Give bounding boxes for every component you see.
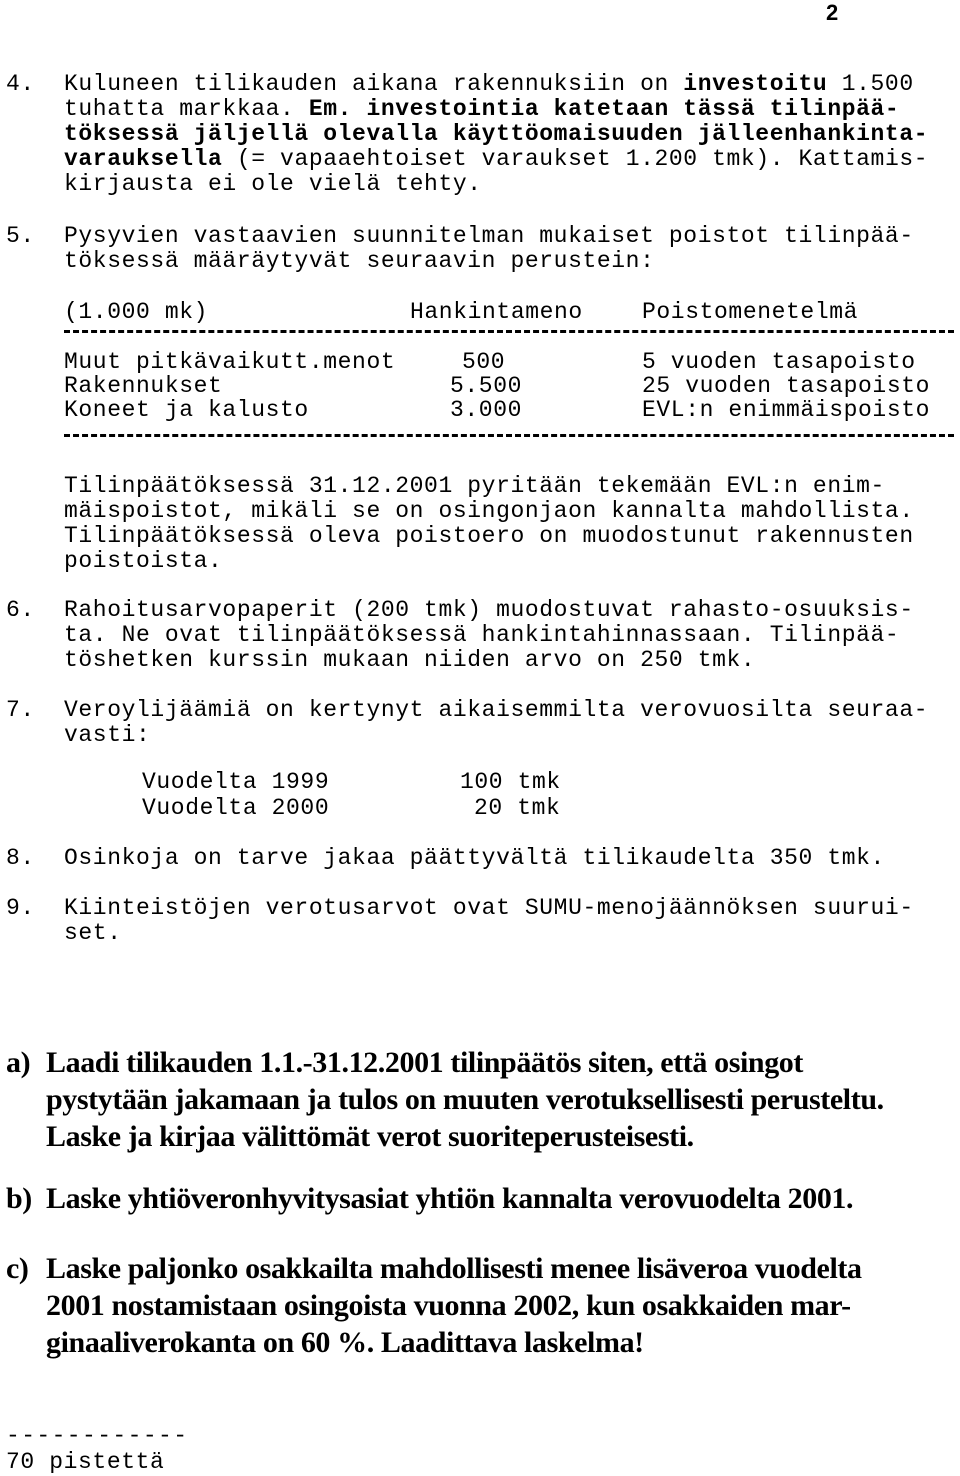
text: tuhatta markkaa.	[64, 96, 309, 122]
item-9-number: 9.	[6, 895, 35, 921]
year-1999-value: 100 tmk	[460, 769, 561, 795]
task-c-line: 2001 nostamistaan osingoista vuonna 2002, kun osakkaiden mar-	[46, 1289, 851, 1322]
item-9-line: set.	[64, 920, 122, 946]
item-4-line	[64, 97, 928, 122]
year-2000-label: Vuodelta 2000	[142, 795, 330, 821]
note-line: mäispoistot, mikäli se on osingonjaon kannalta mahdollista.	[64, 498, 914, 524]
task-a-text	[46, 1044, 884, 1155]
task-c-line: ginaaliverokanta on 60 %. Laadittava laskelma!	[46, 1326, 644, 1359]
table-header-cost: Hankintameno	[410, 299, 583, 325]
table-row-2-method: 25 vuoden tasapoisto	[642, 373, 931, 399]
item-6-text	[64, 598, 914, 673]
table-header-method: Poistomenetelmä	[642, 299, 859, 325]
table-row-2-cost: 5.500	[450, 373, 523, 399]
item-9-text	[64, 896, 914, 946]
task-b-line: Laske yhtiöveronhyvitysasiat yhtiön kannalta verovuodelta 2001.	[46, 1182, 854, 1215]
table-row-1-cost: 500	[462, 349, 506, 375]
item-7-line: vasti:	[64, 722, 151, 748]
bold-text: Em. investointia katetaan tässä tilinpää-	[308, 96, 900, 122]
item-7-line: Veroylijäämiä on kertynyt aikaisemmilta verovuosilta seuraa-	[64, 697, 929, 723]
task-a-line: Laske ja kirjaa välittömät verot suoriteperusteisesti.	[46, 1120, 694, 1153]
item-7-number: 7.	[6, 697, 35, 723]
task-c-line: Laske paljonko osakkailta mahdollisesti menee lisäveroa vuodelta	[46, 1252, 862, 1285]
text: kirjausta ei ole vielä tehty.	[64, 171, 482, 197]
table-row-3-cost: 3.000	[450, 397, 523, 423]
note-line: Tilinpäätöksessä 31.12.2001 pyritään tekemään EVL:n enim-	[64, 473, 885, 499]
text: Kuluneen tilikauden aikana rakennuksiin on	[64, 71, 684, 97]
table-row-1-method: 5 vuoden tasapoisto	[642, 349, 916, 375]
item-5-number: 5.	[6, 223, 35, 249]
item-5-line	[64, 224, 914, 249]
item-5-line	[64, 249, 914, 274]
note-line: poistoista.	[64, 548, 223, 574]
bold-text: töksessä jäljellä olevalla käyttöomaisuuden jälleenhankinta-	[64, 121, 929, 147]
text: Pysyvien vastaavien suunnitelman mukaiset poistot tilinpää-	[64, 223, 914, 249]
bold-text: varauksella	[64, 146, 223, 172]
item-6-line: töshetken kurssin mukaan niiden arvo on 250 tmk.	[64, 647, 756, 673]
item-6-line: Rahoitusarvopaperit (200 tmk) muodostuvat rahasto-osuuksis-	[64, 597, 914, 623]
text: 1.500	[827, 71, 914, 97]
task-b-text	[46, 1180, 853, 1217]
footer-dashes: ------------	[6, 1423, 189, 1449]
task-a-line: pystytään jakamaan ja tulos on muuten verotuksellisesti perusteltu.	[46, 1083, 884, 1116]
item-8-text: Osinkoja on tarve jakaa päättyvältä tilikaudelta 350 tmk.	[64, 845, 885, 871]
item-8-number: 8.	[6, 845, 35, 871]
item-4-line	[64, 147, 928, 172]
depreciation-note	[64, 474, 914, 574]
year-2000-value: 20 tmk	[474, 795, 561, 821]
table-divider-bottom	[64, 434, 954, 437]
item-4-line	[64, 172, 928, 197]
task-c-text	[46, 1250, 862, 1361]
item-6-line: ta. Ne ovat tilinpäätöksessä hankintahinnassaan. Tilinpää-	[64, 622, 900, 648]
bold-text: investoitu	[683, 71, 828, 97]
item-5-text	[64, 224, 914, 274]
page-number: 2	[826, 0, 839, 25]
task-b-letter: b)	[6, 1182, 32, 1215]
item-4-line	[64, 122, 928, 147]
task-c-letter: c)	[6, 1252, 29, 1285]
table-row-2-name: Rakennukset	[64, 373, 223, 399]
text: töksessä määräytyvät seuraavin perustein:	[64, 248, 655, 274]
item-7-text	[64, 698, 928, 748]
year-1999-label: Vuodelta 1999	[142, 769, 330, 795]
item-4-number: 4.	[6, 71, 35, 97]
note-line: Tilinpäätöksessä oleva poistoero on muodostunut rakennusten	[64, 523, 914, 549]
item-4-line	[64, 72, 928, 97]
table-row-3-name: Koneet ja kalusto	[64, 397, 309, 423]
item-9-line: Kiinteistöjen verotusarvot ovat SUMU-menojäännöksen suurui-	[64, 895, 914, 921]
table-divider-top	[64, 330, 954, 333]
table-row-1-name: Muut pitkävaikutt.menot	[64, 349, 396, 375]
table-header-unit: (1.000 mk)	[64, 299, 209, 325]
text: (= vapaaehtoiset varaukset 1.200 tmk). Kattamis-	[222, 146, 929, 172]
table-row-3-method: EVL:n enimmäispoisto	[642, 397, 931, 423]
points-total: 70 pistettä	[6, 1449, 165, 1475]
task-a-letter: a)	[6, 1046, 31, 1079]
item-4-text	[64, 72, 928, 197]
task-a-line: Laadi tilikauden 1.1.-31.12.2001 tilinpäätös siten, että osingot	[46, 1046, 803, 1079]
item-6-number: 6.	[6, 597, 35, 623]
